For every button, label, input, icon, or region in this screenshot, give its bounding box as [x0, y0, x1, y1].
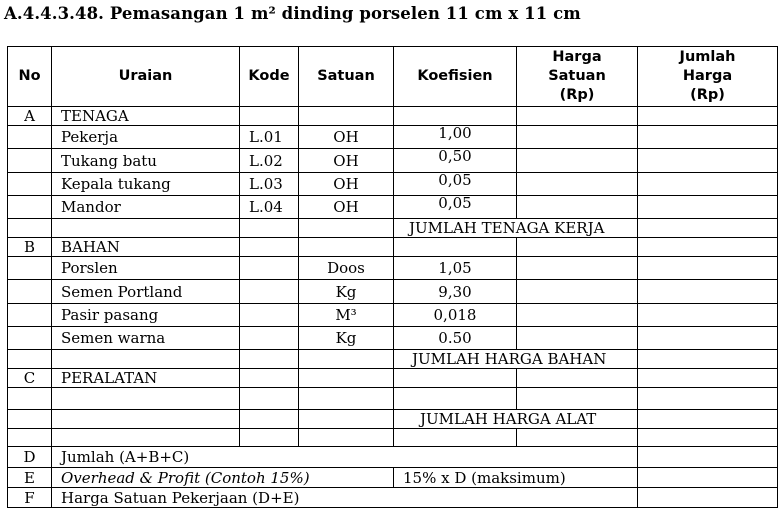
- table-row: [8, 388, 778, 410]
- uraian-cell: Pekerja: [52, 126, 240, 149]
- summary-label: Overhead & Profit (Contoh 15%): [52, 468, 394, 488]
- page-title: A.4.4.3.48. Pemasangan 1 m² dinding porselen 11 cm x 11 cm: [4, 4, 581, 23]
- total-row-bahan: [8, 350, 778, 369]
- row-no: D: [8, 447, 52, 468]
- summary-label: Harga Satuan Pekerjaan (D+E): [52, 488, 638, 508]
- section-label: TENAGA: [52, 107, 240, 126]
- section-row-tenaga: [8, 107, 778, 126]
- section-row-bahan: [8, 238, 778, 257]
- summary-row-d: [8, 447, 778, 468]
- total-label: JUMLAH HARGA ALAT: [394, 410, 638, 429]
- uraian-cell: Pasir pasang: [52, 304, 240, 327]
- uraian-cell: Porslen: [52, 257, 240, 280]
- satuan-cell: OH: [299, 126, 394, 149]
- kode-cell: L.02: [240, 149, 299, 173]
- total-label: JUMLAH TENAGA KERJA: [394, 219, 638, 238]
- koefisien-cell: 0,05: [394, 173, 517, 196]
- satuan-cell: OH: [299, 173, 394, 196]
- price-analysis-table: [7, 46, 778, 508]
- satuan-cell: Kg: [299, 327, 394, 350]
- total-label: JUMLAH HARGA BAHAN: [394, 350, 638, 369]
- row-no: B: [8, 238, 52, 257]
- uraian-cell: Tukang batu: [52, 149, 240, 173]
- kode-cell: L.03: [240, 173, 299, 196]
- kode-cell: L.01: [240, 126, 299, 149]
- row-no: A: [8, 107, 52, 126]
- section-label: PERALATAN: [52, 369, 240, 388]
- koefisien-cell: 0,018: [394, 304, 517, 327]
- summary-label: Jumlah (A+B+C): [52, 447, 638, 468]
- koefisien-cell: 1,05: [394, 257, 517, 280]
- total-row-peralatan: [8, 410, 778, 429]
- uraian-cell: Semen warna: [52, 327, 240, 350]
- table-row: [8, 126, 778, 149]
- kode-cell: L.04: [240, 196, 299, 219]
- kode-cell: [240, 327, 299, 350]
- koefisien-cell: 0.50: [394, 327, 517, 350]
- koefisien-cell: 9,30: [394, 280, 517, 304]
- summary-value: [638, 488, 778, 508]
- row-no: E: [8, 468, 52, 488]
- header-satuan: Satuan: [299, 47, 394, 107]
- summary-value: [638, 447, 778, 468]
- header-row: [8, 47, 778, 107]
- header-koefisien: Koefisien: [394, 47, 517, 107]
- header-harga-satuan: Harga Satuan (Rp): [517, 47, 638, 107]
- koefisien-cell: 0,05: [394, 196, 517, 219]
- satuan-cell: OH: [299, 149, 394, 173]
- kode-cell: [240, 257, 299, 280]
- satuan-cell: Kg: [299, 280, 394, 304]
- kode-cell: [240, 304, 299, 327]
- table-row: [8, 327, 778, 350]
- koefisien-cell: 0,50: [394, 149, 517, 173]
- summary-row-e: [8, 468, 778, 488]
- header-jumlah-harga: Jumlah Harga (Rp): [638, 47, 778, 107]
- row-no: C: [8, 369, 52, 388]
- table-row: [8, 304, 778, 327]
- uraian-cell: Kepala tukang: [52, 173, 240, 196]
- header-kode: Kode: [240, 47, 299, 107]
- row-no: F: [8, 488, 52, 508]
- table-row: [8, 257, 778, 280]
- section-row-peralatan: [8, 369, 778, 388]
- table-row: [8, 173, 778, 196]
- section-label: BAHAN: [52, 238, 240, 257]
- summary-row-f: [8, 488, 778, 508]
- total-row-tenaga: [8, 219, 778, 238]
- table-row: [8, 429, 778, 447]
- satuan-cell: Doos: [299, 257, 394, 280]
- header-no: No: [8, 47, 52, 107]
- uraian-cell: Semen Portland: [52, 280, 240, 304]
- uraian-cell: Mandor: [52, 196, 240, 219]
- table-row: [8, 280, 778, 304]
- table-row: [8, 149, 778, 173]
- summary-formula: 15% x D (maksimum): [394, 468, 638, 488]
- header-uraian: Uraian: [52, 47, 240, 107]
- kode-cell: [240, 280, 299, 304]
- table-row: [8, 196, 778, 219]
- koefisien-cell: 1,00: [394, 126, 517, 149]
- satuan-cell: OH: [299, 196, 394, 219]
- satuan-cell: M³: [299, 304, 394, 327]
